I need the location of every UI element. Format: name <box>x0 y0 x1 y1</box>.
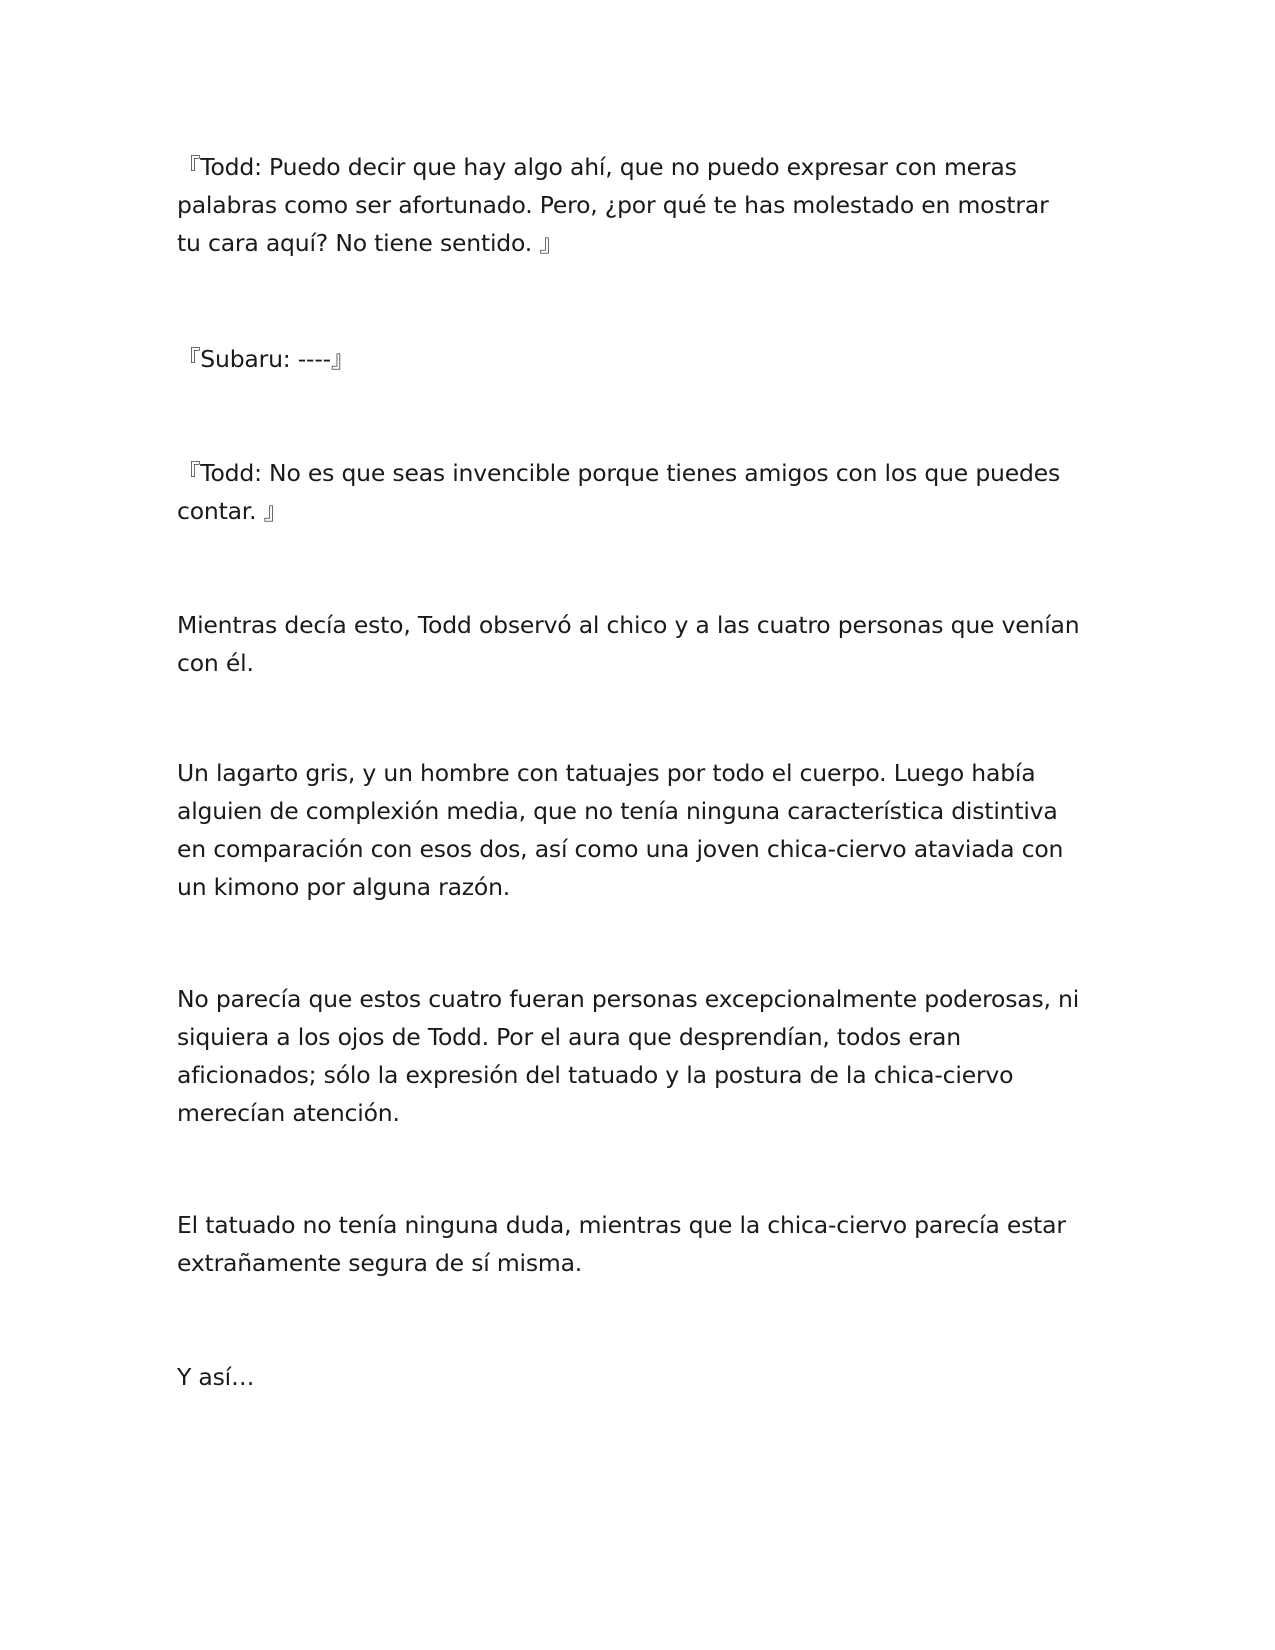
paragraph-subaru-dialogue: 『Subaru: ----』 <box>177 345 355 373</box>
paragraph-narration-4: El tatuado no tenía ninguna duda, mientras que la chica-ciervo parecía estar extrañamente segura de sí misma. <box>177 1211 1066 1277</box>
paragraph-narration-2: Un lagarto gris, y un hombre con tatuajes por todo el cuerpo. Luego había alguien de complexión media, que no tenía ninguna característica distintiva en comparación con esos dos, así como una joven chica-ciervo ataviada con un kimono por alguna razón. <box>177 759 1064 901</box>
paragraph-narration-1: Mientras decía esto, Todd observó al chico y a las cuatro personas que venían con él. <box>177 611 1080 677</box>
paragraph-todd-dialogue-2: 『Todd: No es que seas invencible porque tienes amigos con los que puedes contar. 』 <box>177 459 1061 525</box>
paragraph-narration-3: No parecía que estos cuatro fueran personas excepcionalmente poderosas, ni siquiera a los ojos de Todd. Por el aura que desprendían, todos eran aficionados; sólo la expresión del tatuado y la postura de la chica-ciervo merecían atención. <box>177 985 1080 1127</box>
paragraph-narration-5: Y así… <box>177 1363 255 1391</box>
paragraph-todd-dialogue-1: 『Todd: Puedo decir que hay algo ahí, que no puedo expresar con meras palabras como ser afortunado. Pero, ¿por qué te has molestado en mostrar tu cara aquí? No tiene sentido. 』 <box>177 153 1049 257</box>
